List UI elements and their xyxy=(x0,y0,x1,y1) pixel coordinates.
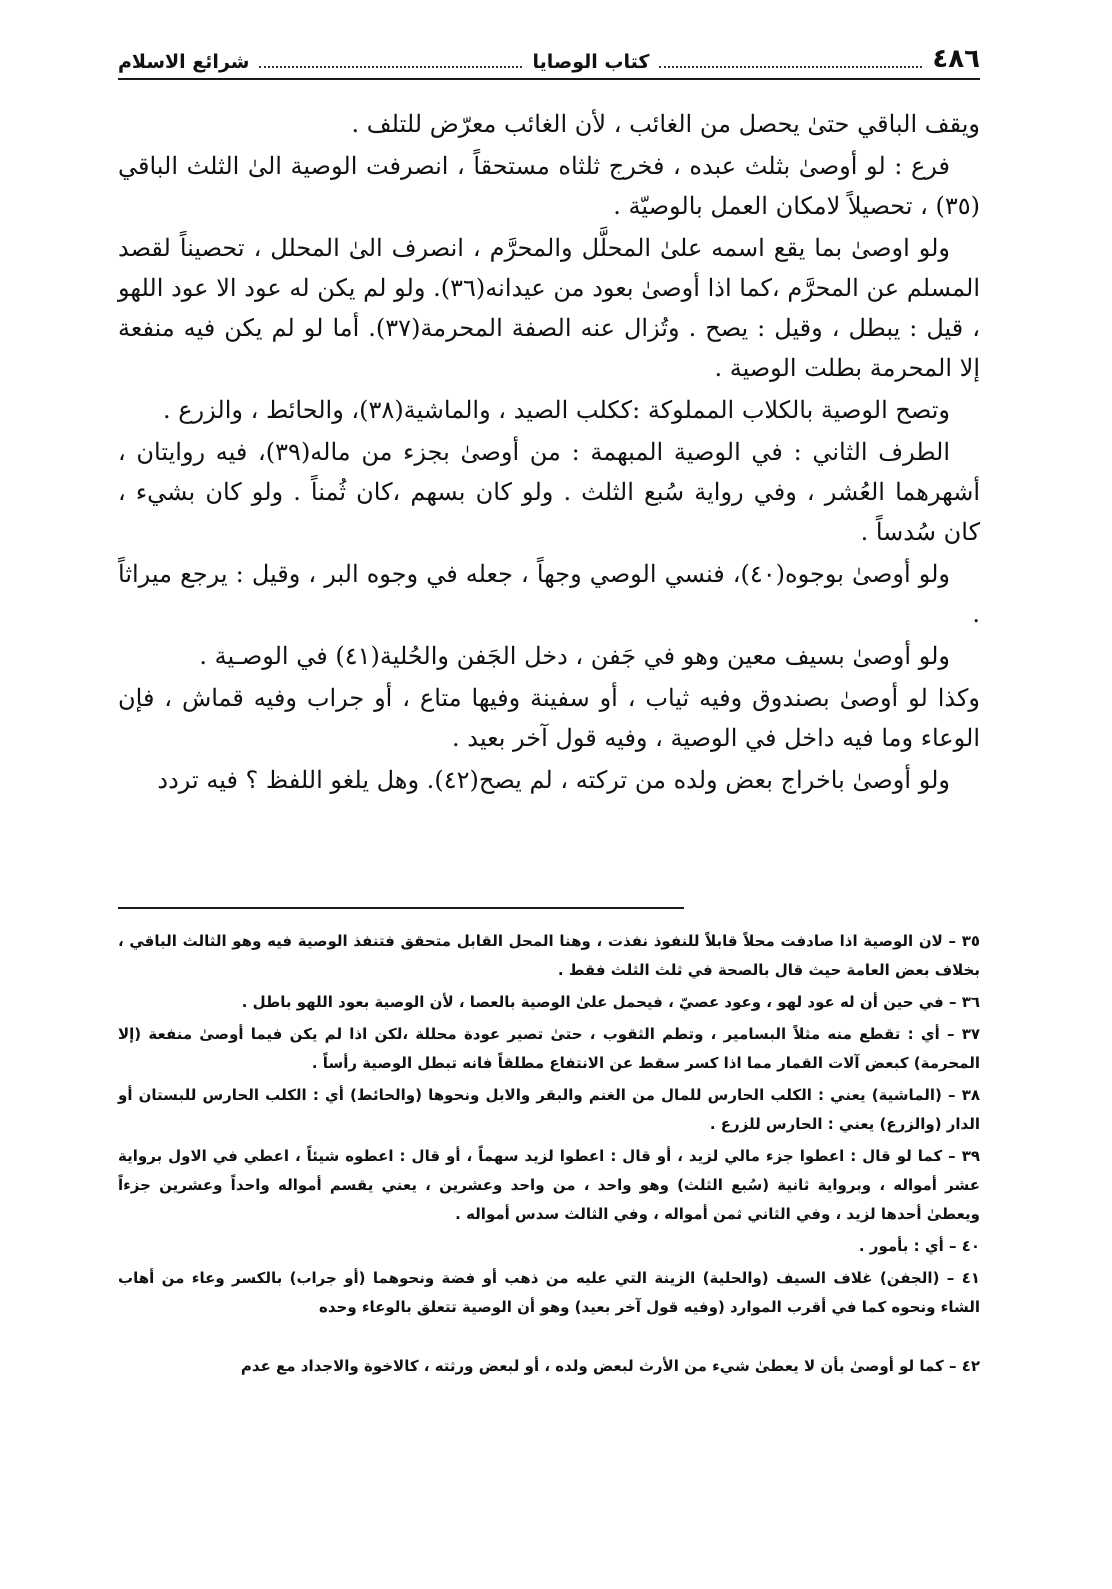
header-dot-leader xyxy=(659,66,922,68)
paragraph: وتصح الوصية بالكلاب المملوكة :ككلب الصيد ، والماشية(٣٨)، والحائط ، والزرع . xyxy=(162,396,950,424)
paragraph: ولو اوصىٰ بما يقع اسمه علىٰ المحلَّل والمحرَّم ، انصرف الىٰ المحلل ، تحصيناً لقصد المسلم عن المحرَّم ،كما اذا أوصىٰ بعود من عيدانه(٣٦). ولو لم يكن له عود الا عود اللهو ، قيل : يبطل ، وقيل : يصح . وتُزال عنه الصفة المحرمة(٣٧). أما لو لم يكن فيه منفعة إلا المحرمة بطلت الوصية . xyxy=(118,234,980,382)
paragraph: وكذا لو أوصىٰ بصندوق وفيه ثياب ، أو سفينة وفيها متاع ، أو جراب وفيه قماش ، فإن الوعاء وما فيه داخل في الوصية ، وفيه قول آخر بعيد . xyxy=(118,684,980,752)
running-header xyxy=(118,40,980,80)
paragraph: ويقف الباقي حتىٰ يحصل من الغائب ، لأن الغائب معرّض للتلف . xyxy=(351,110,980,138)
chapter-title: كتاب الوصايا xyxy=(532,51,650,73)
footnote: ٣٥ – لان الوصية اذا صادفت محلاً قابلاً للنفوذ نفذت ، وهنا المحل القابل متحقق فتنفذ الوصية فيه وهو الثالث الباقي ، بخلاف بعض العامة حيث قال بالصحة في ثلث الثلث فقط . xyxy=(118,932,980,979)
footnote: ٣٨ – (الماشية) يعني : الكلب الحارس للمال من الغنم والبقر والابل ونحوها (والحائط) أي : الكلب الحارس للبستان أو الدار (والزرع) يعني : الحارس للزرع . xyxy=(118,1086,980,1133)
footnote: ٤١ – (الجفن) غلاف السيف (والحلية) الزينة التي عليه من ذهب أو فضة ونحوهما (أو جراب) بالكسر وعاء من أهاب الشاء ونحوه كما في أقرب الموارد (وفيه قول آخر بعيد) وهو أن الوصية تتعلق بالوعاء وحده xyxy=(118,1269,980,1316)
footnotes xyxy=(118,927,980,1381)
header-dot-leader xyxy=(259,66,522,68)
page-number: ٤٨٦ xyxy=(932,44,980,74)
paragraph: الطرف الثاني : في الوصية المبهمة : من أوصىٰ بجزء من ماله(٣٩)، فيه روايتان ، أشهرهما العُشر ، وفي رواية سُبع الثلث . ولو كان بسهم ،كان ثُمناً . ولو كان بشيء ، كان سُدساً . xyxy=(118,438,980,546)
paragraph: ولو أوصىٰ باخراج بعض ولده من تركته ، لم يصح(٤٢). وهل يلغو اللفظ ؟ فيه تردد xyxy=(157,766,950,794)
footnote: ٣٦ – في حين أن له عود لهو ، وعود عصيّ ، فيحمل علىٰ الوصية بالعصا ، لأن الوصية بعود اللهو باطل . xyxy=(241,993,980,1011)
footnote: ٣٩ – كما لو قال : اعطوا جزء مالي لزيد ، أو قال : اعطوا لزيد سهماً ، أو قال : اعطوه شيئاً ، اعطي في الاول برواية عشر أمواله ، وبرواية ثانية (سُبع الثلث) وهو واحد ، من واحد وعشرين ، يعني يقسم أمواله واحداً وعشرين جزءاً ويعطىٰ أحدها لزيد ، وفي الثاني ثمن أمواله ، وفي الثالث سدس أمواله . xyxy=(118,1147,980,1223)
paragraph: ولو أوصىٰ بسيف معين وهو في جَفن ، دخل الجَفن والحُلية(٤١) في الوصـية . xyxy=(199,642,950,670)
paragraph: ولو أوصىٰ بوجوه(٤٠)، فنسي الوصي وجهاً ، جعله في وجوه البر ، وقيل : يرجع ميراثاً . xyxy=(118,560,980,628)
paragraph: فرع : لو أوصىٰ بثلث عبده ، فخرج ثلثاه مستحقاً ، انصرفت الوصية الىٰ الثلث الباقي (٣٥) ، تحصيلاً لامكان العمل بالوصيّة . xyxy=(118,152,980,220)
footnote-separator xyxy=(118,907,684,909)
book-title: شرائع الاسلام xyxy=(118,51,250,73)
footnote: ٣٧ – أي : تقطع منه مثلاً البسامير ، وتطم الثقوب ، حتىٰ تصير عودة محللة ،لكن اذا لم يكن فيما أوصىٰ منفعة (إلا المحرمة) كبعض آلات القمار مما اذا كسر سقط عن الانتفاع مطلقاً فانه تبطل الوصية رأساً . xyxy=(118,1025,980,1072)
main-text xyxy=(118,104,980,800)
footnote: ٤٠ – أي : بأمور . xyxy=(858,1237,980,1255)
footnote: ٤٢ – كما لو أوصىٰ بأن لا يعطىٰ شيء من الأرث لبعض ولده ، أو لبعض ورثته ، كالاخوة والاجداد مع عدم xyxy=(240,1357,980,1375)
